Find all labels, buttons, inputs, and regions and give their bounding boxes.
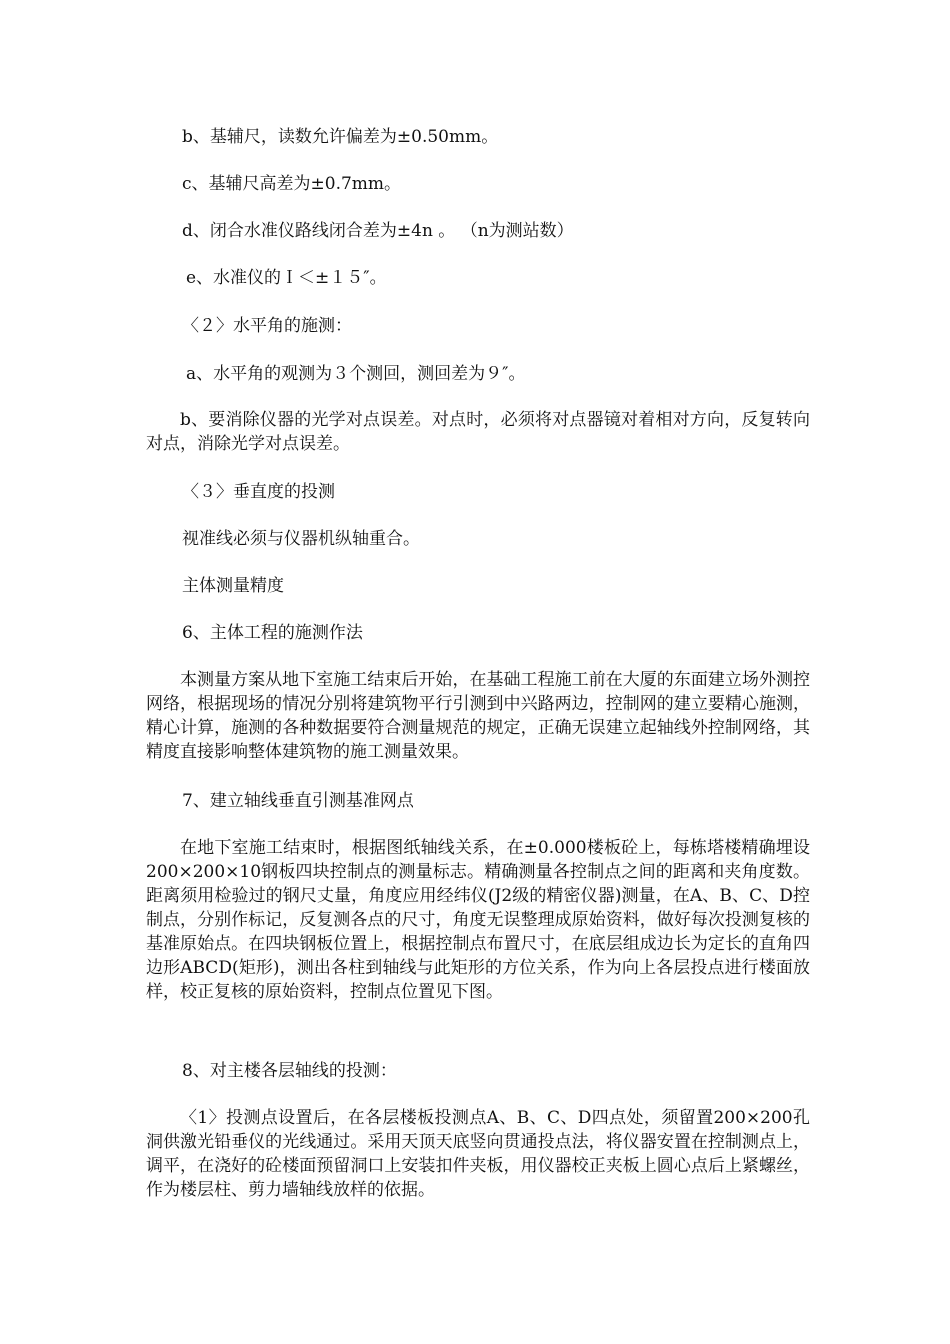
heading-verticality: 〈３〉垂直度的投测 [182, 482, 335, 502]
text-sight-line: 视准线必须与仪器机纵轴重合。 [182, 529, 420, 549]
section-7-paragraph: 在地下室施工结束时，根据图纸轴线关系，在±0.000楼板砼上，每栋塔楼精确埋设200×200×10钢板四块控制点的测量标志。精确测量各控制点之间的距离和夹角度数。距离须用检验过的钢尺丈量，角度应用经纬仪(J2级的精密仪器)测量，在A、B、C、D控制点，分别作标记，反复测各点的尺寸，角度无误整理成原始资料，做好每次投测复核的基准原始点。在四块钢板位置上，根据控制点布置尺寸，在底层组成边长为定长的直角四边形ABCD(矩形)，测出各柱到轴线与此矩形的方位关系，作为向上各层投点进行楼面放样，校正复核的原始资料，控制点位置见下图。 [146, 838, 810, 1002]
item-a-observation-rounds: a、水平角的观测为３个测回，测回差为９″。 [186, 364, 526, 384]
section-6-heading: 6、主体工程的施测作法 [182, 623, 363, 643]
item-e-level-i-angle: e、水准仪的Ｉ＜±１５″。 [186, 268, 387, 288]
item-d-closure-error: d、闭合水准仪路线闭合差为±4n 。 （n为测站数） [182, 221, 574, 241]
item-c-rod-height-diff: c、基辅尺高差为±0.7mm。 [182, 174, 402, 194]
section-6-paragraph: 本测量方案从地下室施工结束后开始，在基础工程施工前在大厦的东面建立场外测控网络，根据现场的情况分别将建筑物平行引测到中兴路两边，控制网的建立要精心施测，精心计算，施测的各种数据要符合测量规范的规定，正确无误建立起轴线外控制网络，其精度直接影响整体建筑物的施工测量效果。 [146, 670, 810, 762]
item-b-optical-plummet: b、要消除仪器的光学对点误差。对点时，必须将对点器镜对着相对方向，反复转向对点，消除光学对点误差。 [146, 410, 810, 454]
text-main-precision: 主体测量精度 [182, 576, 284, 596]
section-8-heading: 8、对主楼各层轴线的投测： [182, 1061, 397, 1081]
section-7-heading: 7、建立轴线垂直引测基准网点 [182, 791, 414, 811]
heading-horizontal-angle: 〈２〉水平角的施测： [182, 316, 352, 336]
section-8-paragraph: 〈1〉投测点设置后，在各层楼板投测点A、B、C、D四点处，须留置200×200孔洞供激光铅垂仪的光线通过。采用天顶天底竖向贯通投点法，将仪器安置在控制测点上，调平，在浇好的砼楼面预留洞口上安装扣件夹板，用仪器校正夹板上圆心点后上紧螺丝，作为楼层柱、剪力墙轴线放样的依据。 [146, 1108, 810, 1200]
item-b-rod-reading: b、基辅尺，读数允许偏差为±0.50mm。 [182, 127, 499, 147]
